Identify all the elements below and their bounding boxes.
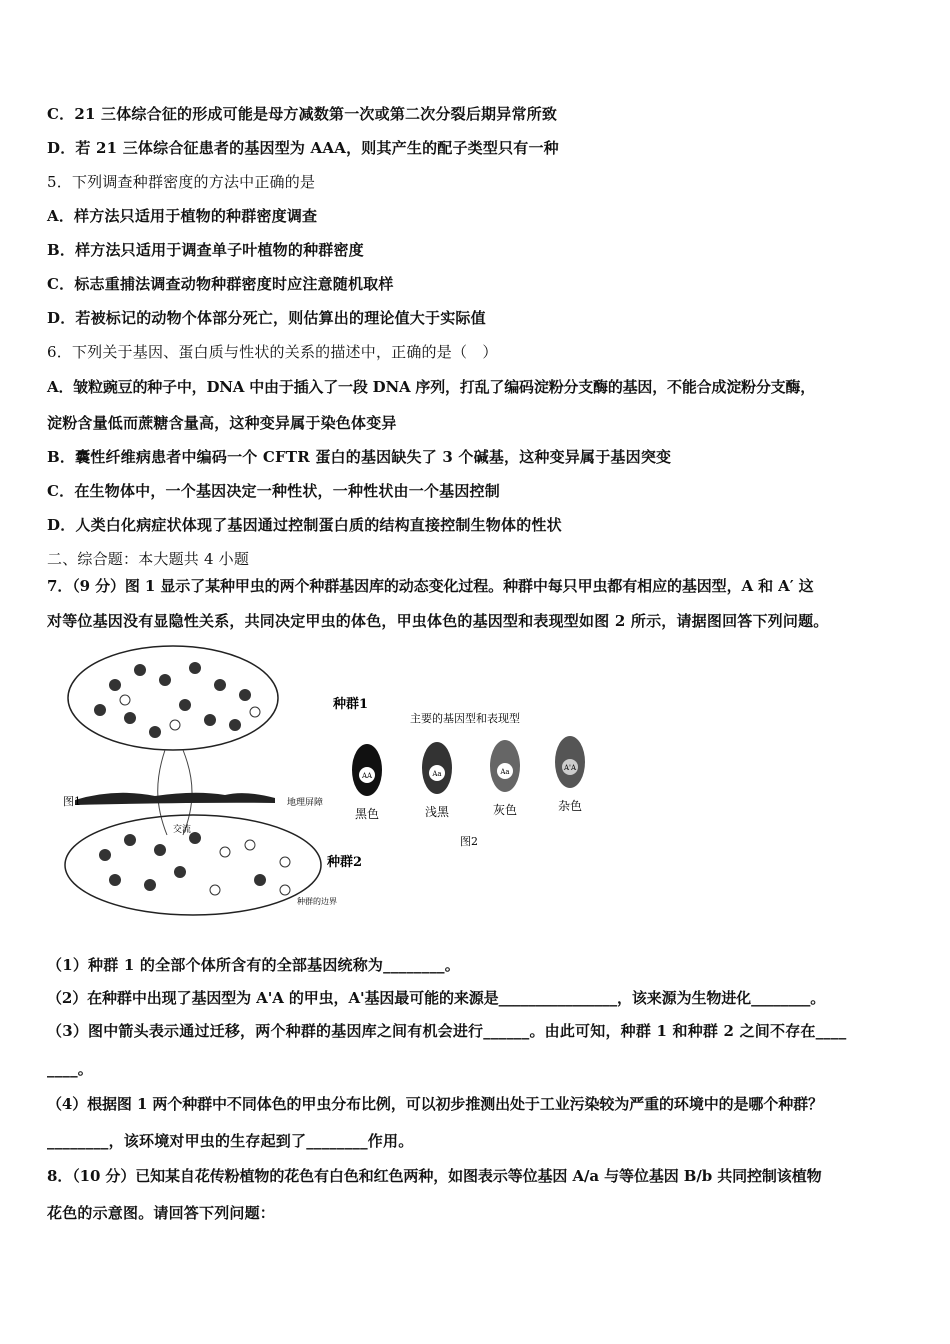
phenotype-black: 黑色 [354, 807, 380, 821]
fig2-title: 主要的基因型和表现型 [410, 712, 520, 725]
beetle-gray [490, 740, 520, 817]
q7-sub4-cont: ________，该环境对甲虫的生存起到了________作用。 [47, 1132, 414, 1150]
fig1-label: 图1 [63, 795, 81, 808]
pop2-label: 种群2 [327, 855, 363, 870]
svg-text:AA: AA [361, 772, 373, 780]
phenotype-gray: 灰色 [492, 803, 518, 817]
option-c-q6: C．在生物体中，一个基因决定一种性状，一种性状由一个基因控制 [47, 482, 500, 500]
q7-sub3-cont: ____。 [47, 1060, 94, 1078]
q7-sub1: （1）种群 1 的全部个体所含有的全部基因统称为________。 [47, 956, 460, 974]
option-a-q6-cont: 淀粉含量低而蔗糖含量高，这种变异属于染色体变异 [47, 414, 397, 432]
question-6: 6．下列关于基因、蛋白质与性状的关系的描述中，正确的是（ ） [47, 343, 498, 361]
option-d-q5: D．若被标记的动物个体部分死亡，则估算出的理论值大于实际值 [47, 309, 486, 327]
section-heading: 二、综合题：本大题共 4 小题 [47, 550, 250, 568]
q7-sub3: （3）图中箭头表示通过迁移，两个种群的基因库之间有机会进行______。由此可知，种群 1 和种群 2 之间不存在____ [47, 1022, 847, 1040]
option-a-q5: A．样方法只适用于植物的种群密度调查 [47, 207, 318, 225]
boundary-label: 种群的边界 [297, 897, 337, 906]
beetle-black [352, 744, 382, 821]
option-d-q6: D．人类白化病症状体现了基因通过控制蛋白质的结构直接控制生物体的性状 [47, 516, 562, 534]
barrier-label: 地理屏障 [287, 798, 324, 808]
beetle-light-black [422, 742, 452, 819]
q7-sub4: （4）根据图 1 两个种群中不同体色的甲虫分布比例，可以初步推测出处于工业污染较为严重的环境中的是哪个种群？ [47, 1095, 823, 1113]
option-b-q5: B．样方法只适用于调查单子叶植物的种群密度 [47, 241, 364, 259]
exchange-label: 交流 [173, 825, 192, 835]
q7-sub2: （2）在种群中出现了基因型为 A'A 的甲虫，A'基因最可能的来源是________________，该来源为生物进化________。 [47, 989, 826, 1007]
question-5: 5．下列调查种群密度的方法中正确的是 [47, 173, 316, 191]
option-c-q5: C．标志重捕法调查动物种群密度时应注意随机取样 [47, 275, 394, 293]
beetle-population-figure [55, 640, 615, 920]
phenotype-light-black: 浅黑 [424, 805, 450, 819]
svg-text:Aa: Aa [432, 770, 442, 778]
question-7-line2: 对等位基因没有显隐性关系，共同决定甲虫的体色，甲虫体色的基因型和表现型如图 2 所示，请据图回答下列问题。 [47, 612, 829, 630]
pop1-label: 种群1 [333, 697, 369, 712]
question-7-line1: 7．（9 分）图 1 显示了某种甲虫的两个种群基因库的动态变化过程。种群中每只甲虫都有相应的基因型，A 和 A′ 这 [47, 577, 814, 595]
option-d-q4: D．若 21 三体综合征患者的基因型为 AAA，则其产生的配子类型只有一种 [47, 139, 559, 157]
question-8-line1: 8．（10 分）已知某自花传粉植物的花色有白色和红色两种，如图表示等位基因 A/a 与等位基因 B/b 共同控制该植物 [47, 1167, 822, 1185]
svg-text:Aa: Aa [500, 768, 510, 776]
beetle-mottled [555, 736, 585, 813]
fig2-label: 图2 [460, 835, 478, 848]
svg-text:A'A: A'A [563, 764, 577, 772]
question-8-line2: 花色的示意图。请回答下列问题： [47, 1204, 276, 1222]
option-b-q6: B．囊性纤维病患者中编码一个 CFTR 蛋白的基因缺失了 3 个碱基，这种变异属于基因突变 [47, 448, 672, 466]
phenotype-mottled: 杂色 [557, 799, 583, 813]
option-c-q4: C．21 三体综合征的形成可能是母方减数第一次或第二次分裂后期异常所致 [47, 105, 558, 123]
option-a-q6: A．皱粒豌豆的种子中，DNA 中由于插入了一段 DNA 序列，打乱了编码淀粉分支酶的基因，不能合成淀粉分支酶， [47, 378, 816, 396]
